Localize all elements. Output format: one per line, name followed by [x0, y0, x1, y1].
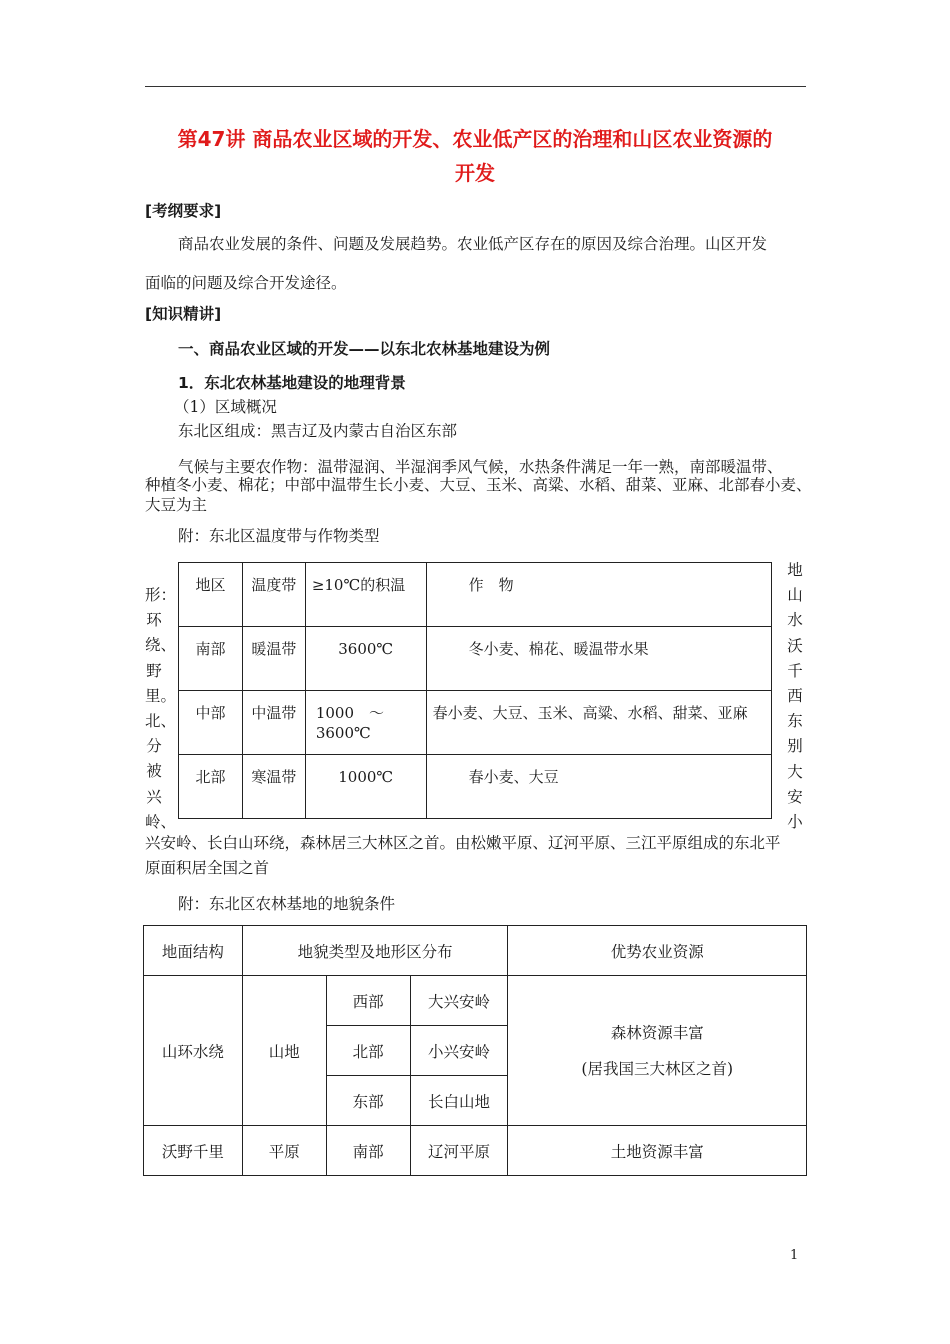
climate-line-3: 大豆为主 [145, 496, 208, 514]
header-region: 地区 [179, 563, 243, 627]
header-agricultural-resources: 优势农业资源 [508, 926, 807, 976]
cell-region: 南部 [179, 627, 243, 691]
requirements-line-1: 商品农业发展的条件、问题及发展趋势。农业低产区存在的原因及综合治理。山区开发 [178, 235, 768, 253]
cell-zone: 中温带 [242, 691, 305, 755]
cell-crops: 春小麦、大豆、玉米、高粱、水稻、甜菜、亚麻 [426, 691, 771, 755]
cell-mountain-type: 山地 [242, 976, 326, 1126]
cell-forest-resource [508, 976, 807, 1126]
heading-1: 一、商品农业区域的开发——以东北农林基地建设为例 [178, 340, 551, 358]
title-line-1: 第47讲 商品农业区域的开发、农业低产区的治理和山区农业资源的 [177, 127, 773, 151]
cell-temperature: 1000℃ [305, 755, 426, 819]
cell-range: 长白山地 [410, 1076, 508, 1126]
table-header-row [144, 926, 807, 976]
appendix-1-caption: 附：东北区温度带与作物类型 [178, 527, 380, 545]
header-surface-structure: 地面结构 [144, 926, 243, 976]
section-requirements: [考纲要求] [145, 202, 222, 220]
table-row [179, 627, 772, 691]
table-row [144, 976, 807, 1026]
cell-zone: 寒温带 [242, 755, 305, 819]
landform-table [143, 925, 807, 1176]
table-row [179, 755, 772, 819]
cell-direction: 北部 [326, 1026, 410, 1076]
cell-range: 小兴安岭 [410, 1026, 508, 1076]
header-landform-distribution: 地貌类型及地形区分布 [242, 926, 508, 976]
table-row [179, 691, 772, 755]
forest-line-2: (居我国三大林区之首) [581, 1059, 734, 1078]
cell-plain-structure: 沃野千里 [144, 1126, 243, 1176]
cell-mountain-structure: 山环水绕 [144, 976, 243, 1126]
terrain-line-2: 原面积居全国之首 [145, 859, 270, 877]
cell-plain-area: 辽河平原 [410, 1126, 508, 1176]
forest-line-1: 森林资源丰富 [610, 1023, 704, 1042]
heading-2: 1．东北农林基地建设的地理背景 [178, 374, 406, 392]
table-row [144, 1126, 807, 1176]
page-number: 1 [790, 1248, 799, 1263]
cell-direction: 西部 [326, 976, 410, 1026]
climate-line-1: 气候与主要农作物：温带湿润、半湿润季风气候，水热条件满足一年一熟，南部暖温带、 [178, 458, 783, 476]
cell-direction: 东部 [326, 1076, 410, 1126]
cell-region: 北部 [179, 755, 243, 819]
title-line-2: 开发 [455, 161, 495, 185]
cell-zone: 暖温带 [242, 627, 305, 691]
header-temperature-zone: 温度带 [242, 563, 305, 627]
header-crops: 作 物 [426, 563, 771, 627]
composition-text: 东北区组成：黑吉辽及内蒙古自治区东部 [178, 422, 458, 440]
terrain-line-1: 兴安岭、长白山环绕，森林居三大林区之首。由松嫩平原、辽河平原、三江平原组成的东北平 [145, 834, 781, 852]
table-header-row [179, 563, 772, 627]
appendix-2-caption: 附：东北区农林基地的地貌条件 [178, 895, 396, 913]
subheading-region-overview: （1）区域概况 [174, 398, 277, 416]
left-wrapped-column: 形：环绕、野里。北、分被兴岭、 [145, 586, 177, 831]
requirements-line-2: 面临的问题及综合开发途径。 [145, 274, 347, 292]
cell-plain-type: 平原 [242, 1126, 326, 1176]
header-rule [145, 86, 806, 87]
header-accumulated-temperature: ≥10℃的积温 [305, 563, 426, 627]
temperature-zone-table [178, 562, 772, 819]
page-title [140, 122, 810, 190]
cell-temperature: 1000 ～3600℃ [305, 691, 426, 755]
cell-plain-region: 南部 [326, 1126, 410, 1176]
cell-region: 中部 [179, 691, 243, 755]
cell-crops: 春小麦、大豆 [426, 755, 771, 819]
cell-crops: 冬小麦、棉花、暖温带水果 [426, 627, 771, 691]
climate-line-2: 种植冬小麦、棉花；中部中温带生长小麦、大豆、玉米、高粱、水稻、甜菜、亚麻、北部春小麦、 [145, 476, 812, 494]
right-wrapped-column: 地山水沃千西东别大安小 [787, 561, 803, 832]
cell-land-resource: 土地资源丰富 [508, 1126, 807, 1176]
section-knowledge: [知识精讲] [145, 305, 222, 323]
cell-temperature: 3600℃ [305, 627, 426, 691]
cell-range: 大兴安岭 [410, 976, 508, 1026]
